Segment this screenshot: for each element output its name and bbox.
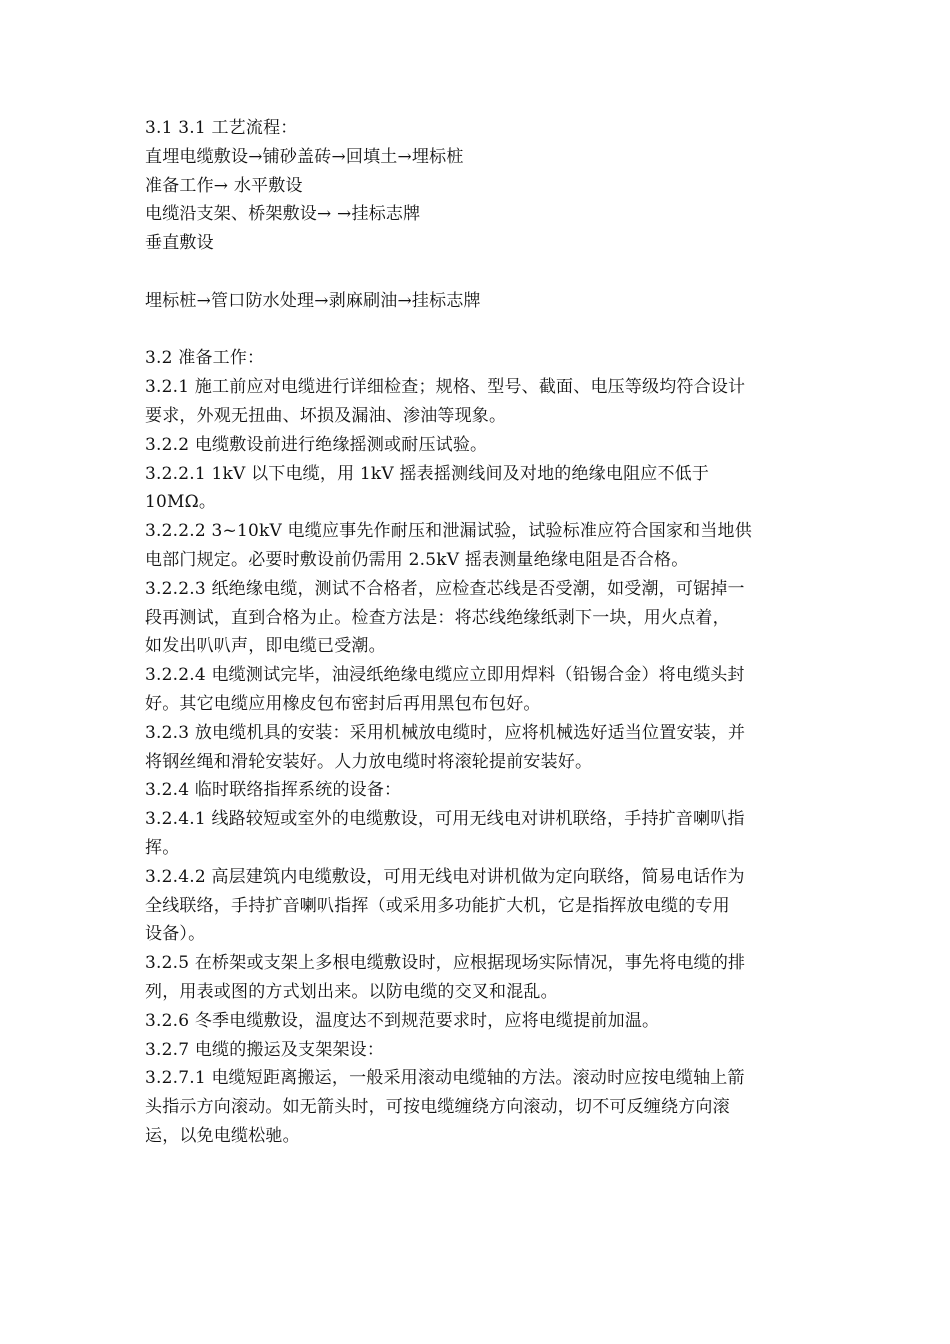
flow-line-direct-burial: 直埋电缆敷设→铺砂盖砖→回填土→埋标桩 [145, 146, 464, 167]
flow-line-marker-post: 埋标桩→管口防水处理→剥麻刷油→挂标志牌 [145, 290, 481, 311]
paragraph-line: 将钢丝绳和滑轮安装好。人力放电缆时将滚轮提前安装好。 [145, 751, 593, 772]
paragraph-line: 段再测试，直到合格为止。检查方法是：将芯线绝缘纸剥下一块，用火点着， [145, 607, 730, 628]
paragraph-line: 头指示方向滚动。如无箭头时，可按电缆缠绕方向滚动，切不可反缠绕方向滚 [145, 1097, 730, 1118]
paragraph-line: 列，用表或图的方式划出来。以防电缆的交叉和混乱。 [145, 981, 558, 1002]
flow-line-preparation: 准备工作→ 水平敷设 [145, 175, 303, 196]
paragraph-line: 全线联络，手持扩音喇叭指挥（或采用多功能扩大机，它是指挥放电缆的专用 [145, 895, 730, 916]
paragraph-line: 如发出叭叭声，即电缆已受潮。 [145, 636, 386, 657]
paragraph-line: 10MΩ。 [145, 492, 217, 513]
paragraph-line: 3.2.4.2 高层建筑内电缆敷设，可用无线电对讲机做为定向联络，简易电话作为 [145, 866, 745, 887]
paragraph-line: 3.2.6 冬季电缆敷设，温度达不到规范要求时，应将电缆提前加温。 [145, 1010, 660, 1031]
blank-line [145, 258, 807, 287]
paragraph-line: 3.2.2 电缆敷设前进行绝缘摇测或耐压试验。 [145, 434, 488, 455]
paragraph-line: 运，以免电缆松驰。 [145, 1125, 300, 1146]
paragraph-line: 3.2.2.4 电缆测试完毕，油浸纸绝缘电缆应立即用焊料（铅锡合金）将电缆头封 [145, 665, 745, 686]
document-body [145, 114, 807, 1151]
paragraph-line: 3.2.2.3 纸绝缘电缆，测试不合格者，应检查芯线是否受潮，如受潮，可锯掉一 [145, 578, 745, 599]
paragraph-line: 好。其它电缆应用橡皮包布密封后再用黑包布包好。 [145, 693, 541, 714]
paragraph-line: 3.2.4 临时联络指挥系统的设备： [145, 780, 402, 801]
section-heading-3-1: 3.1 3.1 工艺流程： [145, 118, 298, 138]
paragraph-line: 3.2.7.1 电缆短距离搬运，一般采用滚动电缆轴的方法。滚动时应按电缆轴上箭 [145, 1068, 745, 1089]
flow-line-vertical-laying: 垂直敷设 [145, 233, 214, 254]
paragraph-line: 3.2.2.1 1kV 以下电缆，用 1kV 摇表摇测线间及对地的绝缘电阻应不低于 [145, 463, 710, 484]
paragraph-line: 设备）。 [145, 924, 206, 945]
blank-line [145, 316, 807, 345]
flow-line-bracket-laying: 电缆沿支架、桥架敷设→ →挂标志牌 [145, 204, 421, 225]
paragraph-line: 要求，外观无扭曲、坏损及漏油、渗油等现象。 [145, 405, 507, 426]
paragraph-line: 3.2.1 施工前应对电缆进行详细检查；规格、型号、截面、电压等级均符合设计 [145, 377, 746, 398]
paragraph-line: 3.2.3 放电缆机具的安装：采用机械放电缆时，应将机械选好适当位置安装，并 [145, 722, 746, 743]
paragraph-line: 3.2.5 在桥架或支架上多根电缆敷设时，应根据现场实际情况，事先将电缆的排 [145, 953, 746, 974]
paragraph-line: 3.2.4.1 线路较短或室外的电缆敷设，可用无线电对讲机联络，手持扩音喇叭指 [145, 809, 745, 830]
paragraph-line: 挥。 [145, 837, 180, 858]
paragraph-line: 电部门规定。必要时敷设前仍需用 2.5kV 摇表测量绝缘电阻是否合格。 [145, 549, 689, 570]
paragraph-line: 3.2.7 电缆的搬运及支架架设： [145, 1039, 385, 1060]
section-heading-3-2: 3.2 准备工作： [145, 348, 265, 369]
paragraph-line: 3.2.2.2 3~10kV 电缆应事先作耐压和泄漏试验，试验标准应符合国家和当地供 [145, 521, 752, 542]
